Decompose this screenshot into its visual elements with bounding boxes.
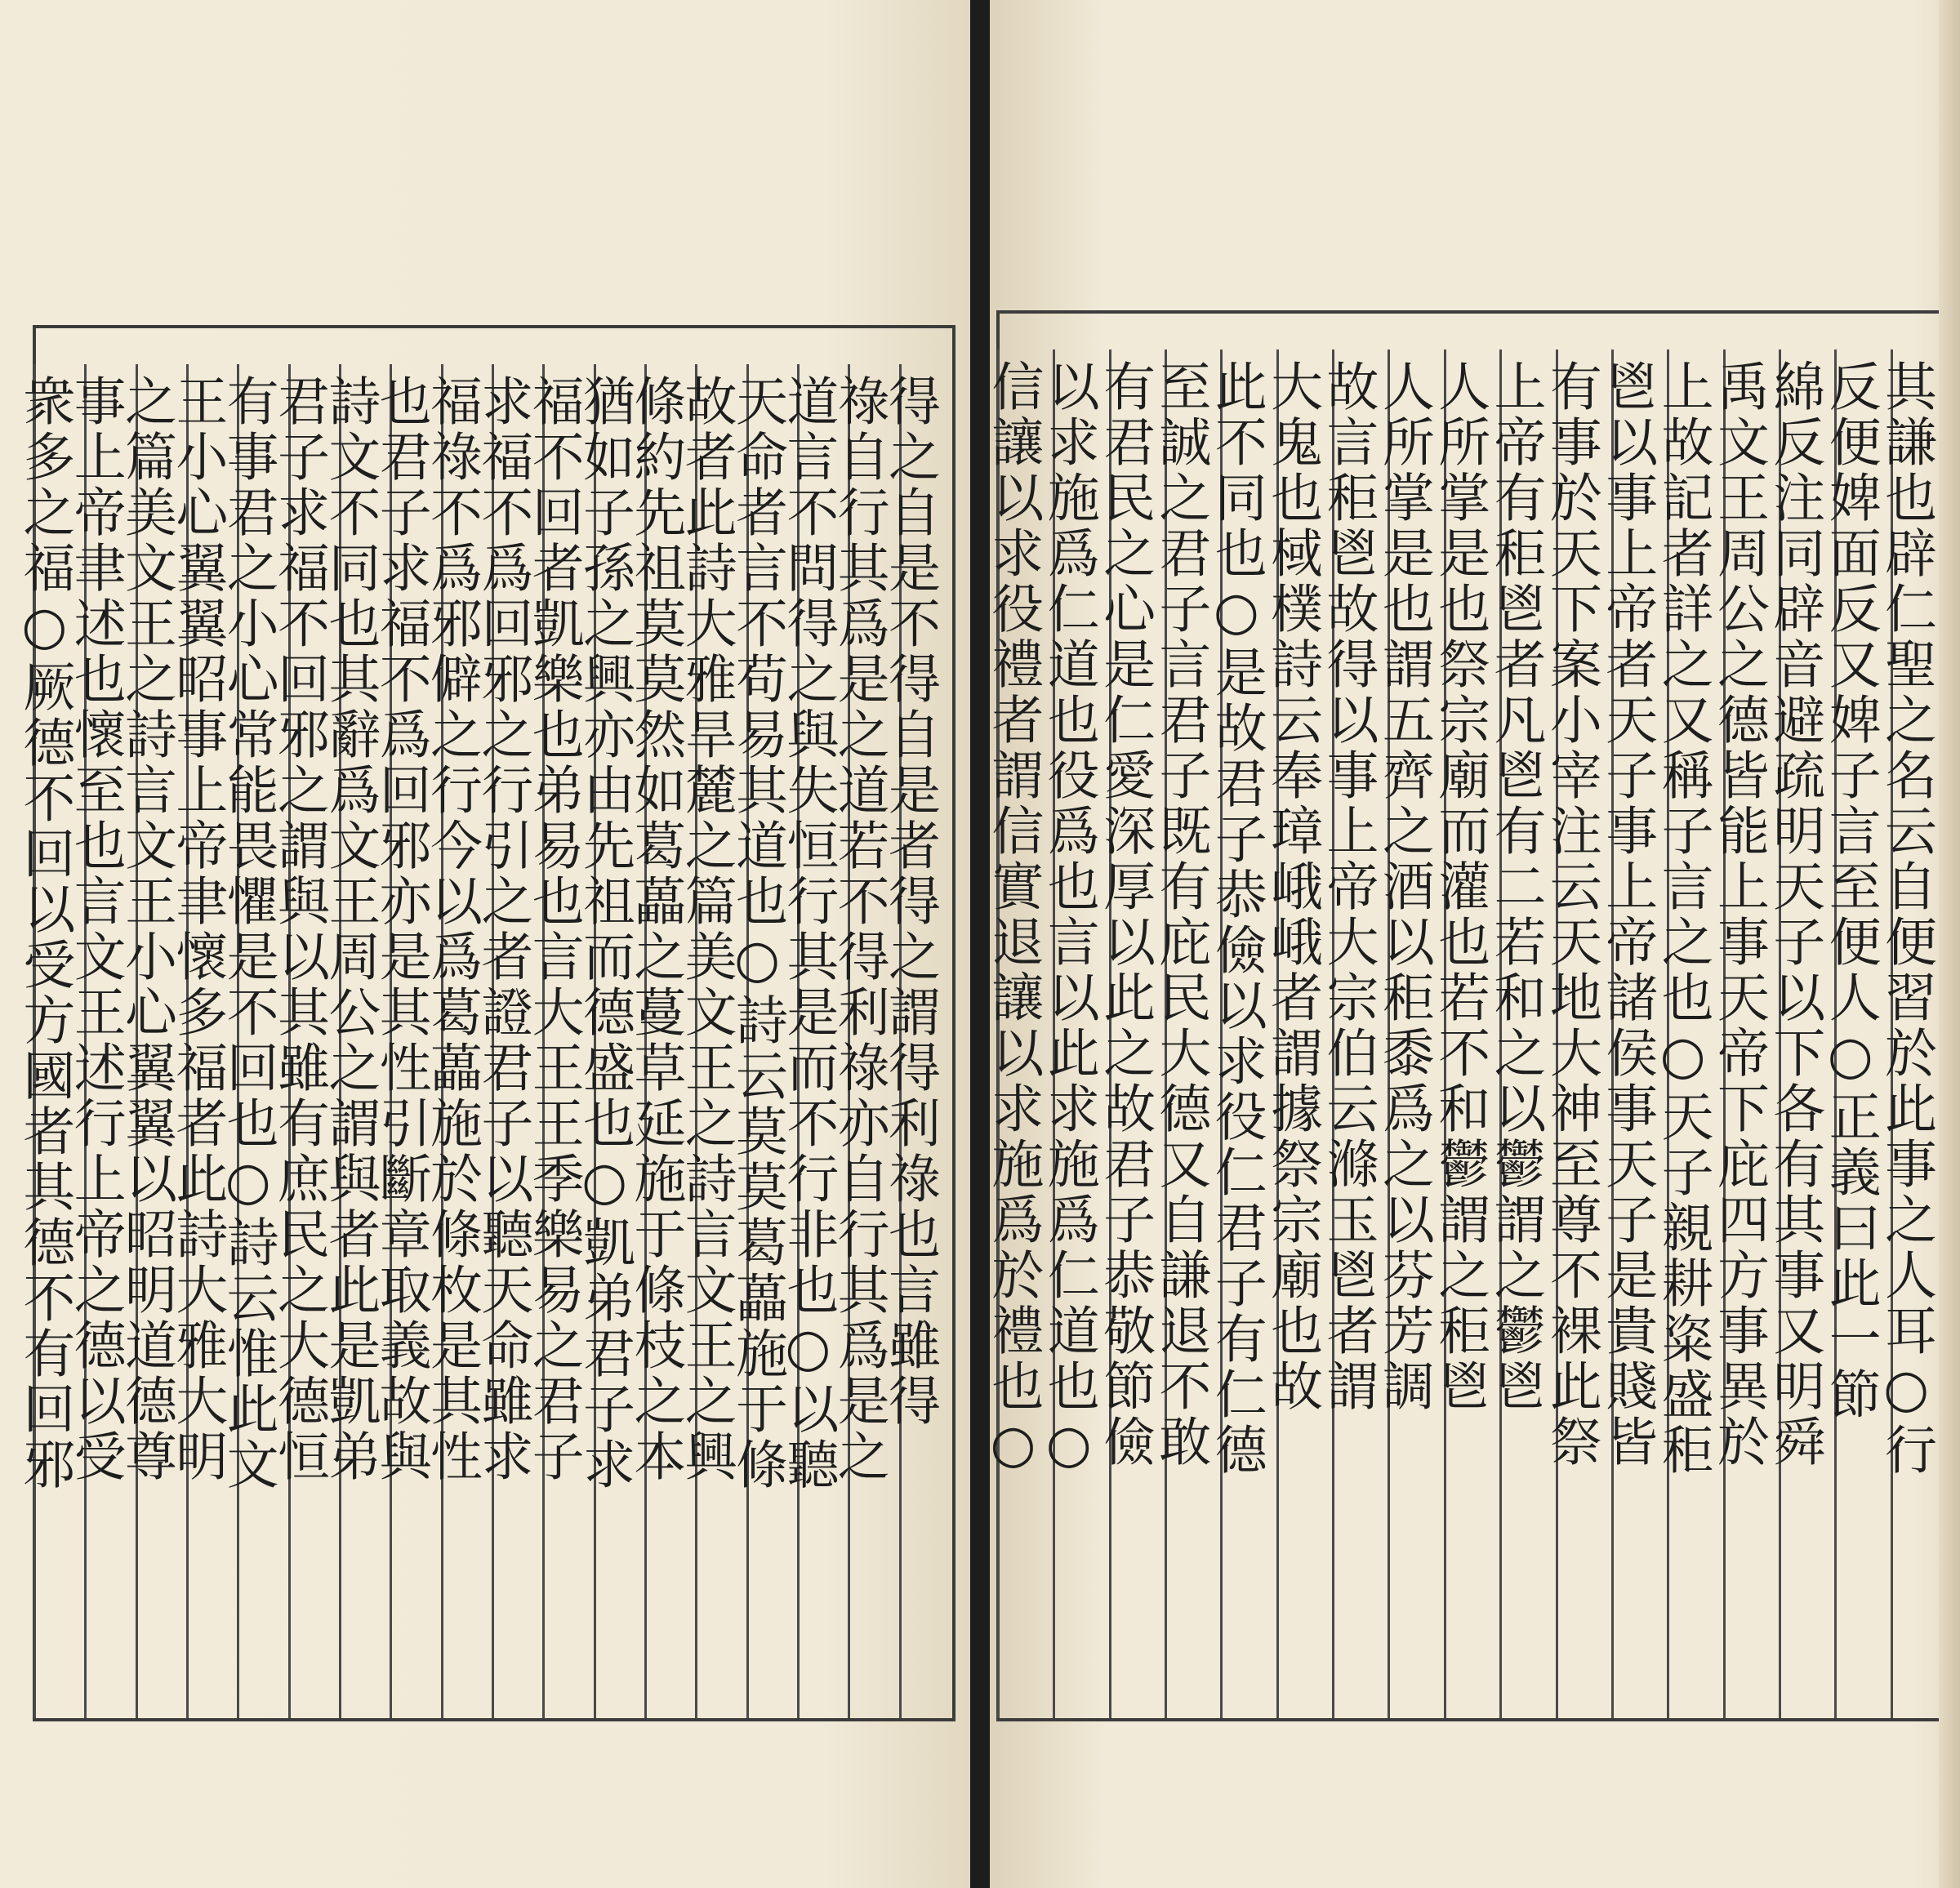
text-column: 猶如子孫之興亦由先祖而德盛也○凱弟君子求 [594, 364, 647, 1718]
text-column: 道言不問得之與失恒行其是而不行非也○以聽 [797, 364, 850, 1718]
left-page [0, 0, 970, 1888]
text-column: 衆多之福○厥德不回以受方國者其德不有回邪 [33, 364, 87, 1718]
text-column: 有事於天下案小宰注云天地大神至尊不裸此祭 [1556, 350, 1614, 1718]
text-column: 詩文不同也其辭爲文王周公之謂與者此是凱弟 [339, 364, 392, 1718]
text-column: 事上帝聿述也懷至也言文王述行上帝之德以受 [84, 364, 137, 1718]
text-column: 人所掌是也謂五齊之酒以秬黍爲之以芬芳調 [1388, 350, 1446, 1718]
text-column: 以求施爲仁道也役爲也言以此求施爲仁道也○ [1053, 350, 1111, 1718]
text-column: 王小心翼翼昭事上帝聿懷多福者此詩大雅大明 [186, 364, 239, 1718]
text-column: 此不同也○是故君子恭儉以求役仁君子有仁德 [1220, 350, 1278, 1718]
text-column: 故言秬鬯故得以事上帝大宗伯云滌玉鬯者謂 [1332, 350, 1390, 1718]
right-page [982, 0, 1960, 1888]
text-column: 之篇美文王之詩言文王小心翼翼以昭明道德尊 [136, 364, 189, 1718]
text-column: 求福不爲回邪之行引之者證君子以聽天命雖求 [492, 364, 545, 1718]
text-column: 至誠之君子言君子既有庇民大德又自謙退不敢 [1165, 350, 1223, 1718]
text-column: 得之自是不得自是者得之謂得利祿也言雖得 [899, 364, 952, 1718]
text-column: 故者此詩大雅旱麓之篇美文王之詩言文王之興 [695, 364, 748, 1718]
text-column: 上帝有秬鬯者凡鬯有二若和之以鬱謂之鬱鬯 [1499, 350, 1557, 1718]
text-column: 有君民之心是仁愛深厚以此之故君子恭敬節儉 [1109, 350, 1167, 1718]
text-column: 上故記者詳之又稱子言之也○天子親耕粢盛秬 [1667, 350, 1725, 1718]
text-column: 天命者言不苟易其道也○詩云莫莫葛藟施于條 [746, 364, 800, 1718]
text-column: 祿自行其爲是之道若不得利祿亦自行其爲是之 [848, 364, 901, 1718]
text-column: 君子求福不回邪之謂與以其雖有庶民之大德恒 [288, 364, 341, 1718]
page-edge [1939, 0, 1960, 1888]
right-text-frame [982, 310, 1952, 1721]
text-column: 福不回者凱樂也弟易也言大王王季樂易之君子 [542, 364, 595, 1718]
right-header-band [1000, 314, 1949, 350]
text-column: 信讓以求役禮者謂信實退讓以求施爲於禮也○ [997, 350, 1055, 1718]
text-column: 鬯以事上帝者天子事上帝諸侯事天子是貴賤皆 [1611, 350, 1669, 1718]
text-column: 綿反注同辟音避疏明天子以下各有其事又明舜 [1779, 350, 1837, 1718]
text-column: 條約先祖莫莫然如葛藟之蔓草延施于條枝之本 [644, 364, 697, 1718]
text-column: 有事君之小心常能畏懼是不回也○詩云惟此文 [237, 364, 290, 1718]
text-column: 也君子求福不爲回邪亦是其性引斷章取義故與 [390, 364, 443, 1718]
text-column: 禹文王周公之德皆能上事天帝下庇四方事異於 [1723, 350, 1781, 1718]
text-column: 人所掌是也祭宗廟而灌也若不和鬱謂之秬鬯 [1444, 350, 1502, 1718]
text-column: 福祿不爲邪僻之行今以爲葛藟施於條枚是其性 [441, 364, 494, 1718]
text-column: 其謙也辟仁聖之名云自便習於此事之人耳○行 [1891, 350, 1949, 1718]
left-header-band [36, 328, 952, 364]
left-text-frame [14, 325, 956, 1721]
text-column: 反便婢面反又婢子言至便人○正義曰此一節 [1834, 350, 1892, 1718]
text-column: 大鬼也棫樸詩云奉璋峨峨者謂據祭宗廟也故 [1276, 350, 1334, 1718]
